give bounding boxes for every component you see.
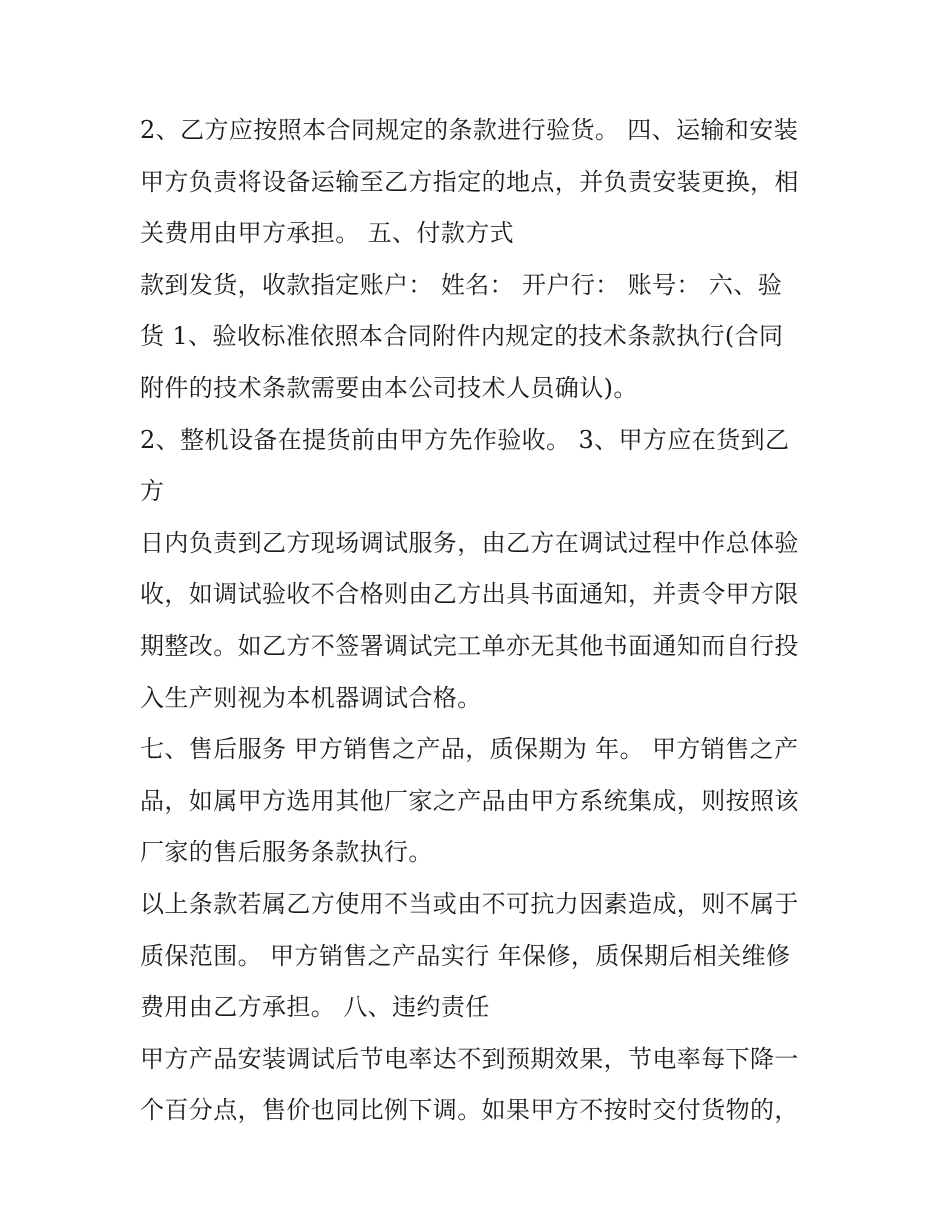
- text-line: 入生产则视为本机器调试合格。: [140, 683, 482, 712]
- text-line: 品，如属甲方选用其他厂家之产品由甲方系统集成，则按照该: [140, 786, 799, 815]
- text-line: 甲方产品安装调试后节电率达不到预期效果，节电率每下降一: [140, 1044, 799, 1073]
- text-line: 附件的技术条款需要由本公司技术人员确认)。: [140, 373, 638, 402]
- text-line: 费用由乙方承担。 八、违约责任: [140, 993, 490, 1022]
- text-line: 货 1、验收标准依照本合同附件内规定的技术条款执行(合同: [140, 322, 784, 351]
- text-line: 以上条款若属乙方使用不当或由不可抗力因素造成，则不属于: [140, 889, 799, 918]
- text-line: 质保范围。 甲方销售之产品实行 年保修，质保期后相关维修: [140, 941, 791, 970]
- text-line: 方: [140, 477, 165, 506]
- text-line: 七、售后服务 甲方销售之产品，质保期为 年。 甲方销售之产: [140, 735, 799, 764]
- text-line: 期整改。如乙方不签署调试完工单亦无其他书面通知而自行投: [140, 631, 799, 660]
- text-line: 厂家的售后服务条款执行。: [140, 838, 433, 867]
- text-line: 款到发货，收款指定账户： 姓名： 开户行： 账号： 六、验: [140, 270, 783, 299]
- text-line: 个百分点，售价也同比例下调。如果甲方不按时交付货物的，: [140, 1096, 799, 1125]
- text-line: 关费用由甲方承担。 五、付款方式: [140, 219, 515, 248]
- text-line: 甲方负责将设备运输至乙方指定的地点，并负责安装更换，相: [140, 167, 799, 196]
- text-line: 收，如调试验收不合格则由乙方出具书面通知，并责令甲方限: [140, 580, 799, 609]
- document-page: [140, 105, 820, 1137]
- text-line: 2、乙方应按照本合同规定的条款进行验货。 四、运输和安装: [140, 116, 799, 144]
- text-line: 日内负责到乙方现场调试服务，由乙方在调试过程中作总体验: [140, 528, 799, 557]
- text-line: 2、整机设备在提货前由甲方先作验收。 3、甲方应在货到乙: [140, 425, 790, 454]
